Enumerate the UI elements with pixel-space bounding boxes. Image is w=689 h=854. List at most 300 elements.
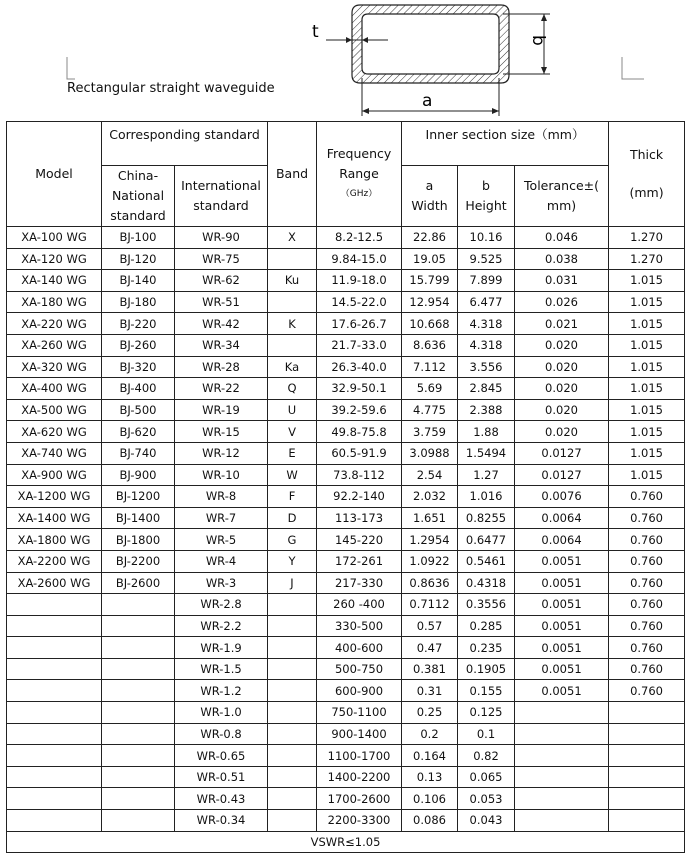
waveguide-wall [352, 5, 509, 83]
cell-thick: 0.760 [609, 486, 685, 508]
footer-vswr: VSWR≤1.05 [7, 831, 685, 852]
cell-band [268, 810, 317, 832]
cell-band [268, 745, 317, 767]
cell-freq: 600-900 [317, 680, 402, 702]
header-tolerance [515, 166, 609, 227]
cell-model: XA-400 WG [7, 378, 102, 400]
cell-thick [609, 766, 685, 788]
cell-band: Ku [268, 270, 317, 292]
cell-band: Y [268, 550, 317, 572]
cell-tol [515, 723, 609, 745]
cell-china: BJ-260 [102, 334, 175, 356]
header-frequency [317, 122, 402, 227]
cell-a: 5.69 [402, 378, 458, 400]
cell-a: 10.668 [402, 313, 458, 335]
table-row [7, 680, 685, 702]
cell-thick: 0.760 [609, 572, 685, 594]
header-a-width [402, 166, 458, 227]
cell-a: 0.381 [402, 658, 458, 680]
cell-b: 0.1 [458, 723, 515, 745]
cell-freq: 26.3-40.0 [317, 356, 402, 378]
cell-a: 2.032 [402, 486, 458, 508]
cell-b: 1.27 [458, 464, 515, 486]
cell-a: 7.112 [402, 356, 458, 378]
cell-a: 4.775 [402, 399, 458, 421]
cell-china: BJ-220 [102, 313, 175, 335]
table-row [7, 745, 685, 767]
cell-tol: 0.020 [515, 356, 609, 378]
cell-china: BJ-180 [102, 291, 175, 313]
cell-intl: WR-62 [175, 270, 268, 292]
cell-freq: 260 -400 [317, 594, 402, 616]
cell-a: 3.0988 [402, 442, 458, 464]
header-international-standard-line: standard [193, 198, 249, 213]
header-standard-line: standard [110, 208, 166, 223]
cell-b: 0.155 [458, 680, 515, 702]
header-band: Band [268, 122, 317, 227]
cell-b: 3.556 [458, 356, 515, 378]
cell-band [268, 248, 317, 270]
cell-china [102, 702, 175, 724]
cell-china: BJ-320 [102, 356, 175, 378]
cell-model: XA-2200 WG [7, 550, 102, 572]
cell-china: BJ-500 [102, 399, 175, 421]
cell-china: BJ-1200 [102, 486, 175, 508]
cell-intl: WR-8 [175, 486, 268, 508]
cell-tol [515, 810, 609, 832]
cell-tol: 0.020 [515, 399, 609, 421]
cell-band: F [268, 486, 317, 508]
cell-china: BJ-100 [102, 227, 175, 249]
cell-thick: 0.760 [609, 529, 685, 551]
cell-china [102, 615, 175, 637]
cell-band: X [268, 227, 317, 249]
table-row [7, 291, 685, 313]
cell-model [7, 788, 102, 810]
cell-intl: WR-4 [175, 550, 268, 572]
cell-china [102, 637, 175, 659]
cell-tol: 0.020 [515, 334, 609, 356]
table-row [7, 421, 685, 443]
cell-b: 10.16 [458, 227, 515, 249]
cell-freq: 900-1400 [317, 723, 402, 745]
cell-model: XA-100 WG [7, 227, 102, 249]
cell-intl: WR-90 [175, 227, 268, 249]
cell-intl: WR-1.0 [175, 702, 268, 724]
cell-tol: 0.031 [515, 270, 609, 292]
cell-b: 0.8255 [458, 507, 515, 529]
cell-a: 3.759 [402, 421, 458, 443]
header-width-line: Width [411, 198, 448, 213]
header-frequency-label: Frequency [326, 146, 392, 161]
cell-band [268, 723, 317, 745]
header-a-line: a [425, 178, 434, 193]
cell-b: 7.899 [458, 270, 515, 292]
cell-intl: WR-3 [175, 572, 268, 594]
cell-china [102, 723, 175, 745]
cell-china: BJ-120 [102, 248, 175, 270]
cell-intl: WR-22 [175, 378, 268, 400]
cell-thick: 0.760 [609, 637, 685, 659]
cell-tol: 0.046 [515, 227, 609, 249]
cell-thick: 1.015 [609, 313, 685, 335]
cell-tol: 0.0051 [515, 637, 609, 659]
header-b-height [458, 166, 515, 227]
cell-model [7, 680, 102, 702]
cell-freq: 73.8-112 [317, 464, 402, 486]
cell-model: XA-2600 WG [7, 572, 102, 594]
cell-freq: 21.7-33.0 [317, 334, 402, 356]
table-row [7, 702, 685, 724]
cell-model: XA-500 WG [7, 399, 102, 421]
cell-intl: WR-34 [175, 334, 268, 356]
cell-b: 0.043 [458, 810, 515, 832]
cell-thick: 1.015 [609, 421, 685, 443]
cell-freq: 32.9-50.1 [317, 378, 402, 400]
cell-intl: WR-0.51 [175, 766, 268, 788]
cell-a: 19.05 [402, 248, 458, 270]
cell-model [7, 766, 102, 788]
cell-a: 22.86 [402, 227, 458, 249]
cell-china [102, 810, 175, 832]
cell-intl: WR-1.9 [175, 637, 268, 659]
table-row [7, 486, 685, 508]
cell-china [102, 658, 175, 680]
cell-thick [609, 723, 685, 745]
cell-china [102, 680, 175, 702]
header-b-line: b [482, 178, 490, 193]
table-row [7, 507, 685, 529]
cell-china: BJ-1400 [102, 507, 175, 529]
cell-tol [515, 702, 609, 724]
header-model: Model [7, 122, 102, 227]
cell-intl: WR-7 [175, 507, 268, 529]
cell-freq: 750-1100 [317, 702, 402, 724]
cell-model [7, 702, 102, 724]
cell-thick: 1.015 [609, 334, 685, 356]
cell-tol: 0.020 [515, 378, 609, 400]
cell-freq: 9.84-15.0 [317, 248, 402, 270]
cell-tol: 0.0051 [515, 680, 609, 702]
cell-a: 0.25 [402, 702, 458, 724]
header-height-line: Height [465, 198, 507, 213]
cell-b: 0.3556 [458, 594, 515, 616]
cell-china: BJ-1800 [102, 529, 175, 551]
cell-b: 0.1905 [458, 658, 515, 680]
header-thick [609, 122, 685, 227]
cell-a: 12.954 [402, 291, 458, 313]
header-corresponding-standard: Corresponding standard [102, 122, 268, 166]
cell-freq: 1700-2600 [317, 788, 402, 810]
table-row [7, 227, 685, 249]
cell-a: 0.164 [402, 745, 458, 767]
cell-tol [515, 766, 609, 788]
cell-b: 1.88 [458, 421, 515, 443]
cell-intl: WR-19 [175, 399, 268, 421]
table-row [7, 399, 685, 421]
cell-intl: WR-1.2 [175, 680, 268, 702]
diagram-caption: Rectangular straight waveguide [67, 81, 275, 96]
cell-thick: 1.015 [609, 270, 685, 292]
cell-tol: 0.0051 [515, 572, 609, 594]
cell-tol: 0.026 [515, 291, 609, 313]
cell-tol: 0.0127 [515, 442, 609, 464]
cell-china: BJ-2600 [102, 572, 175, 594]
cell-thick: 1.270 [609, 248, 685, 270]
cell-tol: 0.0064 [515, 529, 609, 551]
cell-freq: 217-330 [317, 572, 402, 594]
cell-a: 0.8636 [402, 572, 458, 594]
cell-a: 15.799 [402, 270, 458, 292]
cell-band: Ka [268, 356, 317, 378]
header-national-line: National [111, 188, 165, 203]
label-b: b [528, 35, 548, 46]
cell-freq: 49.8-75.8 [317, 421, 402, 443]
table-row [7, 334, 685, 356]
cell-tol: 0.021 [515, 313, 609, 335]
cell-model [7, 637, 102, 659]
cell-model: XA-220 WG [7, 313, 102, 335]
cell-thick: 0.760 [609, 594, 685, 616]
cell-b: 0.6477 [458, 529, 515, 551]
header-tolerance-unit: mm) [546, 198, 577, 213]
cell-tol: 0.0064 [515, 507, 609, 529]
cell-band [268, 658, 317, 680]
table-row [7, 594, 685, 616]
cell-band: Q [268, 378, 317, 400]
header-china-line: China- [117, 168, 159, 183]
cell-b: 6.477 [458, 291, 515, 313]
cell-model [7, 723, 102, 745]
cell-freq: 92.2-140 [317, 486, 402, 508]
cell-model: XA-1400 WG [7, 507, 102, 529]
cell-band [268, 637, 317, 659]
cell-intl: WR-51 [175, 291, 268, 313]
cell-intl: WR-0.43 [175, 788, 268, 810]
cell-intl: WR-2.8 [175, 594, 268, 616]
cell-china: BJ-140 [102, 270, 175, 292]
table-row [7, 615, 685, 637]
header-inner-section-size: Inner section size（mm） [402, 122, 609, 166]
cell-freq: 39.2-59.6 [317, 399, 402, 421]
label-t: t [312, 22, 319, 42]
cell-band: K [268, 313, 317, 335]
cell-thick: 1.015 [609, 399, 685, 421]
cell-freq: 60.5-91.9 [317, 442, 402, 464]
cell-a: 0.106 [402, 788, 458, 810]
table-row [7, 550, 685, 572]
cell-tol [515, 745, 609, 767]
cell-a: 0.086 [402, 810, 458, 832]
cell-model: XA-320 WG [7, 356, 102, 378]
cell-a: 0.13 [402, 766, 458, 788]
cell-model: XA-140 WG [7, 270, 102, 292]
cell-model: XA-900 WG [7, 464, 102, 486]
cell-tol: 0.0127 [515, 464, 609, 486]
cell-intl: WR-42 [175, 313, 268, 335]
cell-freq: 113-173 [317, 507, 402, 529]
header-china-national-standard [102, 166, 175, 227]
cell-model: XA-1800 WG [7, 529, 102, 551]
cell-intl: WR-28 [175, 356, 268, 378]
cell-thick [609, 702, 685, 724]
cell-b: 0.125 [458, 702, 515, 724]
header-international-line: International [181, 178, 261, 193]
cell-b: 0.82 [458, 745, 515, 767]
cell-b: 1.5494 [458, 442, 515, 464]
cell-freq: 400-600 [317, 637, 402, 659]
cell-a: 0.31 [402, 680, 458, 702]
cell-band: G [268, 529, 317, 551]
cell-freq: 330-500 [317, 615, 402, 637]
cell-thick [609, 810, 685, 832]
cell-thick: 0.760 [609, 507, 685, 529]
cell-tol: 0.0051 [515, 658, 609, 680]
cell-freq: 500-750 [317, 658, 402, 680]
cell-band [268, 615, 317, 637]
header-ghz-label: （GHz） [340, 189, 378, 199]
cell-freq: 17.6-26.7 [317, 313, 402, 335]
table-row [7, 248, 685, 270]
cell-model: XA-620 WG [7, 421, 102, 443]
cell-tol [515, 788, 609, 810]
cell-china: BJ-740 [102, 442, 175, 464]
cell-china: BJ-2200 [102, 550, 175, 572]
table-row [7, 723, 685, 745]
cell-intl: WR-0.34 [175, 810, 268, 832]
cell-band [268, 766, 317, 788]
cell-a: 2.54 [402, 464, 458, 486]
cell-model [7, 658, 102, 680]
cell-freq: 172-261 [317, 550, 402, 572]
cell-model: XA-120 WG [7, 248, 102, 270]
cell-a: 8.636 [402, 334, 458, 356]
cell-b: 0.065 [458, 766, 515, 788]
table-row [7, 766, 685, 788]
cell-a: 0.47 [402, 637, 458, 659]
table-row [7, 637, 685, 659]
cell-model: XA-1200 WG [7, 486, 102, 508]
cell-b: 4.318 [458, 334, 515, 356]
cell-china: BJ-900 [102, 464, 175, 486]
cell-thick [609, 745, 685, 767]
cell-tol: 0.0051 [515, 615, 609, 637]
cell-tol: 0.020 [515, 421, 609, 443]
cell-band [268, 680, 317, 702]
cell-thick: 1.015 [609, 356, 685, 378]
cell-b: 0.5461 [458, 550, 515, 572]
cell-freq: 14.5-22.0 [317, 291, 402, 313]
cell-model [7, 594, 102, 616]
cell-intl: WR-10 [175, 464, 268, 486]
cell-china [102, 766, 175, 788]
cell-intl: WR-0.8 [175, 723, 268, 745]
waveguide-spec-table [6, 121, 685, 853]
cell-china [102, 594, 175, 616]
cell-a: 1.0922 [402, 550, 458, 572]
cell-b: 1.016 [458, 486, 515, 508]
cell-b: 2.388 [458, 399, 515, 421]
cell-thick [609, 788, 685, 810]
cell-band [268, 594, 317, 616]
table-row [7, 658, 685, 680]
table-row [7, 270, 685, 292]
cell-tol: 0.0076 [515, 486, 609, 508]
waveguide-diagram [0, 0, 689, 121]
cell-china: BJ-400 [102, 378, 175, 400]
cell-model: XA-740 WG [7, 442, 102, 464]
cell-intl: WR-1.5 [175, 658, 268, 680]
cell-freq: 2200-3300 [317, 810, 402, 832]
cell-band: V [268, 421, 317, 443]
cell-thick: 1.015 [609, 464, 685, 486]
table-body [7, 227, 685, 832]
cell-b: 0.285 [458, 615, 515, 637]
cell-intl: WR-0.65 [175, 745, 268, 767]
cell-b: 0.235 [458, 637, 515, 659]
cell-tol: 0.038 [515, 248, 609, 270]
cell-model: XA-180 WG [7, 291, 102, 313]
cell-band [268, 291, 317, 313]
header-thick-label: Thick [629, 147, 664, 162]
cell-thick: 1.015 [609, 378, 685, 400]
cell-b: 0.4318 [458, 572, 515, 594]
cell-model: XA-260 WG [7, 334, 102, 356]
table-row [7, 810, 685, 832]
cell-tol: 0.0051 [515, 550, 609, 572]
cell-band: W [268, 464, 317, 486]
cell-band [268, 334, 317, 356]
cell-china [102, 788, 175, 810]
table-row [7, 572, 685, 594]
cell-a: 0.57 [402, 615, 458, 637]
header-tolerance-line: Tolerance±( [524, 178, 599, 193]
cell-model [7, 810, 102, 832]
table-row [7, 464, 685, 486]
header-international-standard [175, 166, 268, 227]
cell-freq: 8.2-12.5 [317, 227, 402, 249]
cell-intl: WR-12 [175, 442, 268, 464]
cell-band: E [268, 442, 317, 464]
cell-intl: WR-15 [175, 421, 268, 443]
table-row [7, 378, 685, 400]
cell-a: 0.2 [402, 723, 458, 745]
cell-china [102, 745, 175, 767]
table-row [7, 442, 685, 464]
table-row [7, 788, 685, 810]
cell-thick: 1.015 [609, 291, 685, 313]
cell-freq: 1100-1700 [317, 745, 402, 767]
cell-band [268, 702, 317, 724]
cell-band: U [268, 399, 317, 421]
cell-band [268, 788, 317, 810]
cell-intl: WR-2.2 [175, 615, 268, 637]
cell-thick: 0.760 [609, 658, 685, 680]
table-row [7, 313, 685, 335]
cell-tol: 0.0051 [515, 594, 609, 616]
table-row [7, 529, 685, 551]
cell-freq: 11.9-18.0 [317, 270, 402, 292]
cell-thick: 0.760 [609, 680, 685, 702]
cell-band: D [268, 507, 317, 529]
cell-intl: WR-75 [175, 248, 268, 270]
cell-b: 2.845 [458, 378, 515, 400]
cell-a: 1.2954 [402, 529, 458, 551]
cell-freq: 145-220 [317, 529, 402, 551]
cell-model [7, 745, 102, 767]
cell-band: J [268, 572, 317, 594]
cell-thick: 1.270 [609, 227, 685, 249]
